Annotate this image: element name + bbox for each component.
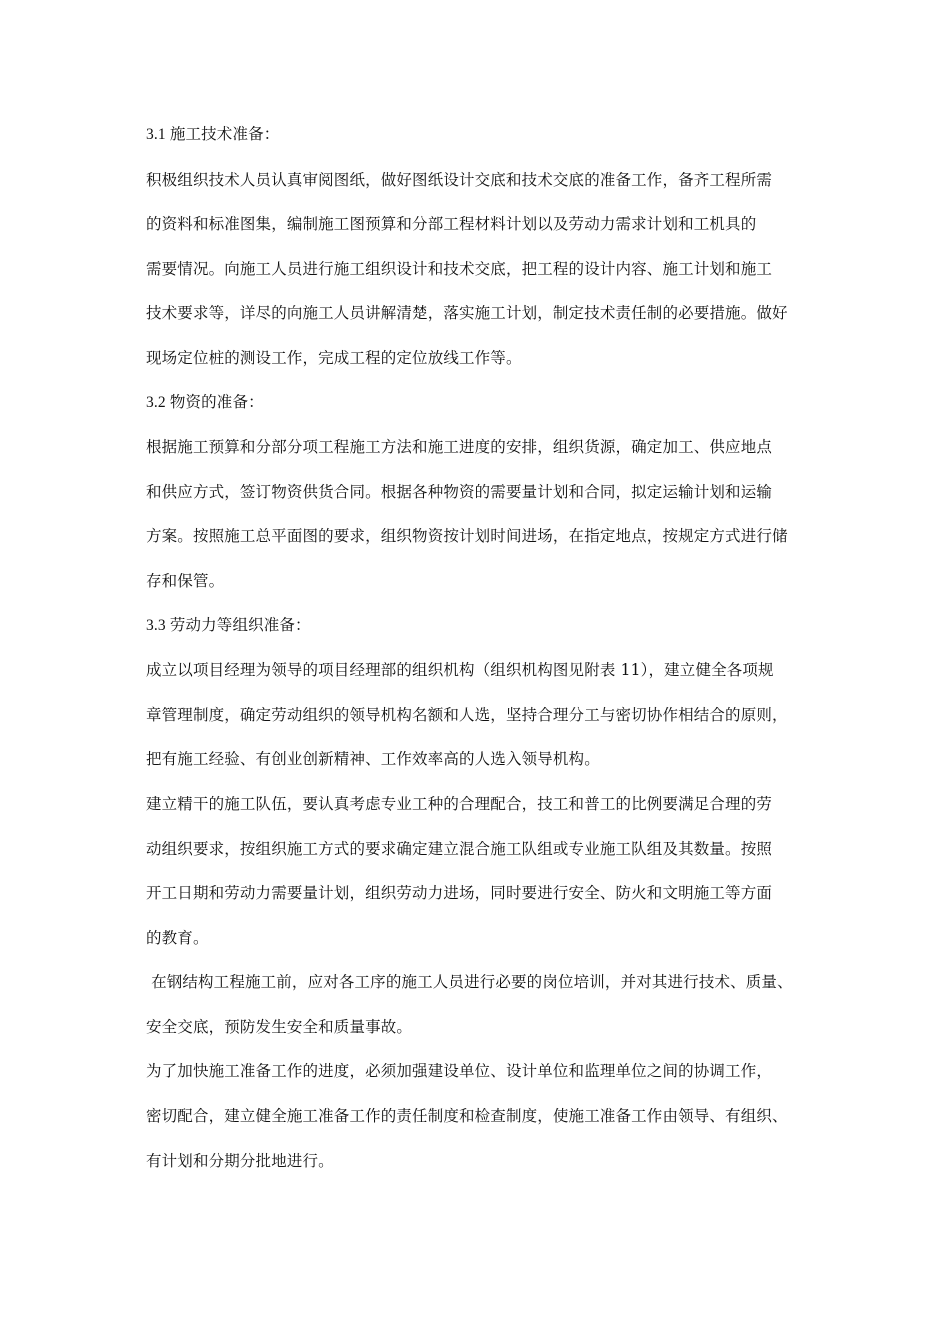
paragraph xyxy=(146,655,826,789)
text-line: 现场定位桩的测设工作，完成工程的定位放线工作等。 xyxy=(146,348,522,367)
text-line: 存和保管。 xyxy=(146,571,225,590)
paragraph xyxy=(146,165,826,388)
paragraph xyxy=(146,432,826,610)
text-line: 把有施工经验、有创业创新精神、工作效率高的人选入领导机构。 xyxy=(146,750,600,769)
text-line: 的资料和标准图集，编制施工图预算和分部工程材料计划以及劳动力需求计划和工机具的 xyxy=(146,215,757,234)
text-line: 开工日期和劳动力需要量计划，组织劳动力进场，同时要进行安全、防火和文明施工等方面 xyxy=(146,884,773,903)
text-line: 密切配合，建立健全施工准备工作的责任制度和检查制度，使施工准备工作由领导、有组织、 xyxy=(146,1107,788,1126)
text-line: 的教育。 xyxy=(146,928,209,947)
section-heading: 3.3 劳动力等组织准备： xyxy=(146,616,311,634)
section-heading: 3.2 物资的准备： xyxy=(146,393,264,411)
paragraph xyxy=(146,789,826,967)
text-line: 有计划和分期分批地进行。 xyxy=(146,1151,334,1170)
section-heading: 3.1 施工技术准备： xyxy=(146,126,280,143)
text-line: 在钢结构工程施工前，应对各工序的施工人员进行必要的岗位培训，并对其进行技术、质量、 xyxy=(146,973,793,992)
text-line: 建立精干的施工队伍，要认真考虑专业工种的合理配合，技工和普工的比例要满足合理的劳 xyxy=(146,794,773,813)
paragraph xyxy=(146,1056,826,1190)
text-line: 需要情况。向施工人员进行施工组织设计和技术交底，把工程的设计内容、施工计划和施工 xyxy=(146,259,773,278)
document-page xyxy=(146,120,826,1190)
text-line: 安全交底，预防发生安全和质量事故。 xyxy=(146,1017,413,1036)
text-line: 章管理制度，确定劳动组织的领导机构名额和人选，坚持合理分工与密切协作相结合的原则， xyxy=(146,705,788,724)
text-line: 根据施工预算和分部分项工程施工方法和施工进度的安排，组织货源，确定加工、供应地点 xyxy=(146,438,773,457)
paragraph xyxy=(146,967,826,1056)
text-line: 技术要求等，详尽的向施工人员讲解清楚，落实施工计划，制定技术责任制的必要措施。做好 xyxy=(146,304,788,323)
text-line: 积极组织技术人员认真审阅图纸，做好图纸设计交底和技术交底的准备工作，备齐工程所需 xyxy=(146,170,773,189)
text-line: 成立以项目经理为领导的项目经理部的组织机构（组织机构图见附表 11），建立健全各项规 xyxy=(146,661,774,680)
text-line: 和供应方式，签订物资供货合同。根据各种物资的需要量计划和合同，拟定运输计划和运输 xyxy=(146,482,773,501)
text-line: 动组织要求，按组织施工方式的要求确定建立混合施工队组或专业施工队组及其数量。按照 xyxy=(146,839,773,858)
text-line: 为了加快施工准备工作的进度，必须加强建设单位、设计单位和监理单位之间的协调工作， xyxy=(146,1062,773,1081)
text-line: 方案。按照施工总平面图的要求，组织物资按计划时间进场，在指定地点，按规定方式进行储 xyxy=(146,527,788,546)
